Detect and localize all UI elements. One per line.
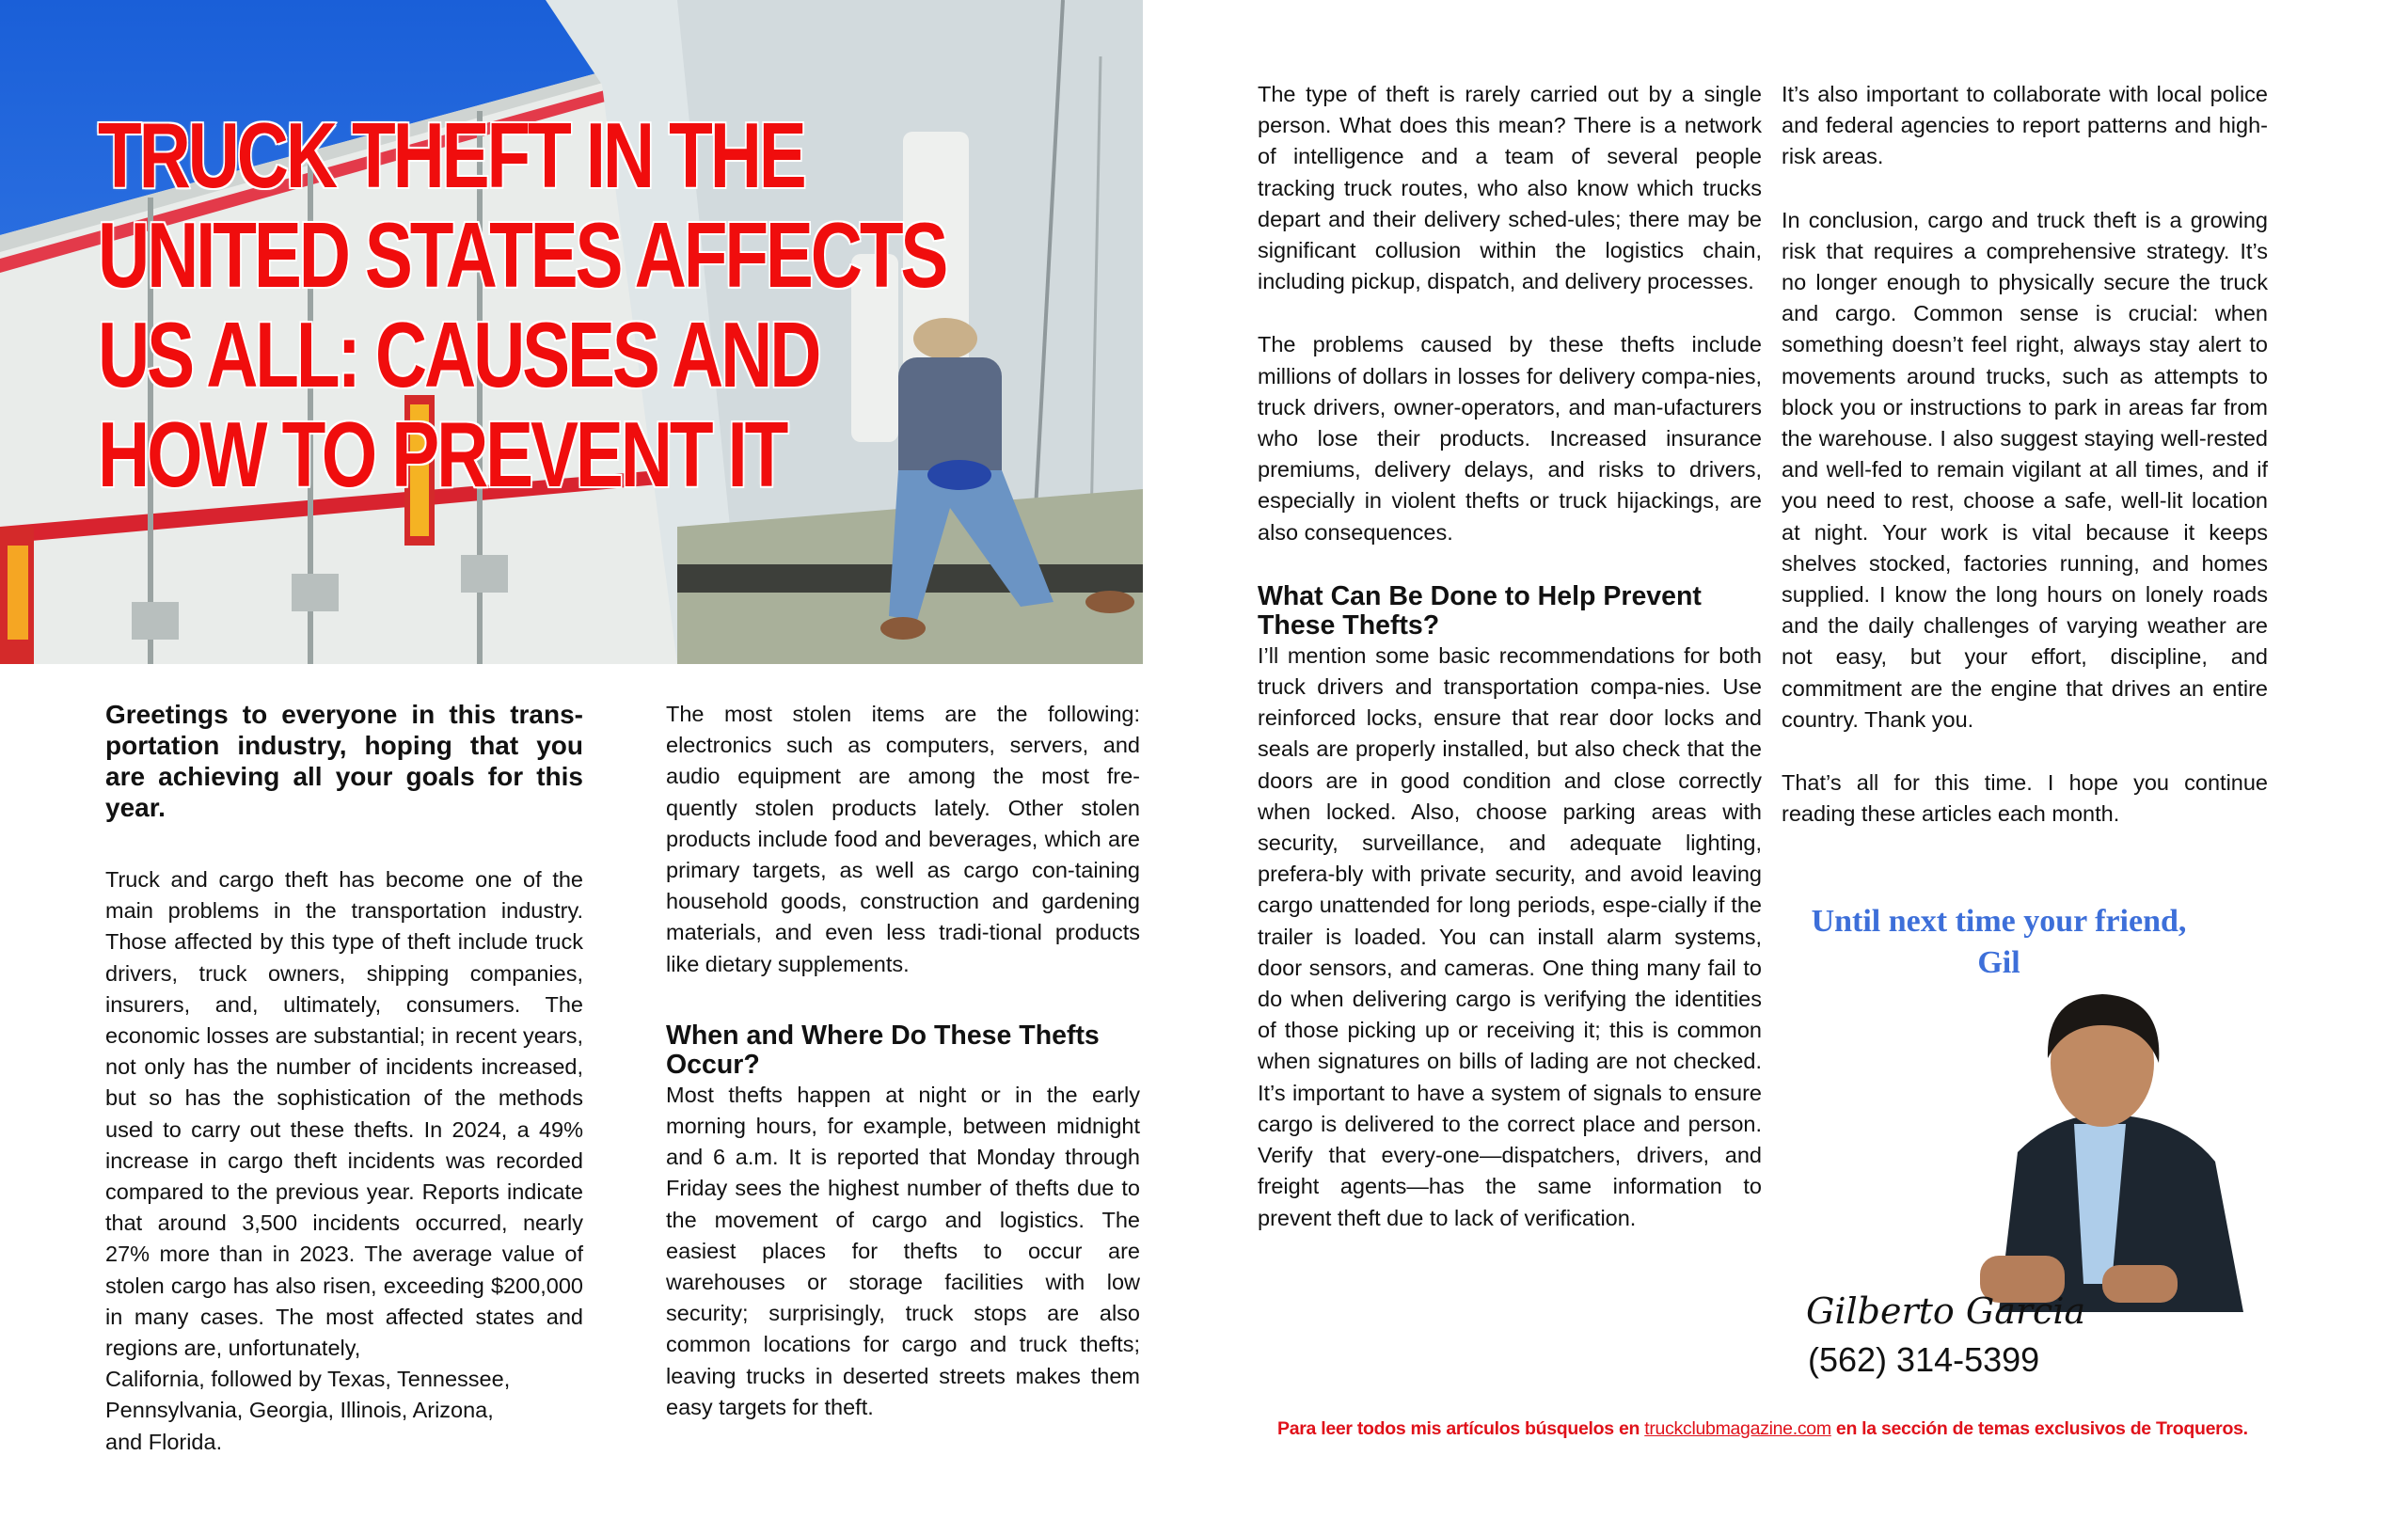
section-heading: When and Where Do These Thefts Occur? [666, 1020, 1100, 1080]
column-1 [105, 699, 583, 1458]
author-name: Gilberto Garcia [1806, 1290, 2086, 1332]
footer-text: en la sección de temas exclusivos de Troqueros. [1830, 1418, 2248, 1439]
paragraph: The most stolen items are the following: electronics such as computers, servers, and audio equipment are among the most fre-quently stolen products lately. Other stolen products include food and beverages, which are primary targets, as well as cargo con-taining household goods, construction and gardening materials, and even less tradi-tional products like dietary supplements. [666, 702, 1140, 976]
section-heading: What Can Be Done to Help Prevent These Thefts? [1258, 580, 1702, 641]
headline-line: TRUCK THEFT IN THE [98, 103, 804, 207]
column-3 [1258, 79, 1762, 1234]
paragraph-text: Truck and cargo theft has become one of the main problems in the transportation industry. Those affected by this type of theft include truck drivers, truck owners, shipping companies, insurers, and, ultimately, consumers. The economic losses are substantial; in recent years, not only has the number of incidents increased, but so has the sophistication of the methods used to carry out these thefts. In 2024, a 49% increase in cargo theft incidents was recorded compared to the previous year. Reports indicate that around 3,500 incidents occurred, nearly 27% more than in 2023. The average value of stolen cargo has also risen, exceeding $200,000 in many cases. The most affected states and regions are, unfortunately, [105, 867, 583, 1361]
intro-greeting: Greetings to everyone in this trans-portation industry, hoping that you are achieving all your goals for this year. [105, 700, 583, 822]
author-phone: (562) 314-5399 [1808, 1340, 2040, 1379]
footer-text: Para leer todos mis artículos búsquelos en [1277, 1418, 1645, 1439]
signature-greeting [1792, 901, 2206, 984]
footer-note [1277, 1418, 2248, 1440]
column-4 [1782, 79, 2268, 830]
headline-line: HOW TO PREVENT IT [98, 403, 786, 506]
paragraph [105, 864, 583, 1364]
headline-line: UNITED STATES AFFECTS [98, 203, 946, 307]
magazine-link[interactable]: truckclubmagazine.com [1644, 1418, 1831, 1439]
column-2 [666, 699, 1140, 1423]
article-headline [98, 105, 945, 504]
paragraph: It’s also important to collaborate with local police and federal agencies to report patterns and high-risk areas. [1782, 82, 2268, 169]
paragraph: That’s all for this time. I hope you continue reading these articles each month. [1782, 770, 2268, 827]
greeting-line: Until next time your friend, [1811, 904, 2187, 939]
paragraph-line: Pennsylvania, Georgia, Illinois, Arizona, [105, 1398, 494, 1423]
headline-line: US ALL: CAUSES AND [98, 303, 819, 406]
paragraph: In conclusion, cargo and truck theft is a growing risk that requires a comprehensive strategy. It’s no longer enough to physically secure the truck and cargo. Common sense is crucial: when something doesn’t feel right, always stay alert to movements around trucks, such as attempts to block you or instructions to park in areas far from the warehouse. I also suggest staying well-rested and well-fed to remain vigilant at all times, and if you need to rest, choose a safe, well-lit location at night. Your work is vital because it keeps shelves stocked, factories running, and homes supplied. I know the long hours on lonely roads and the daily challenges of varying weather are not easy, but your effort, discipline, and commitment are the engine that drives an entire country. Thank you. [1782, 207, 2268, 732]
paragraph: Most thefts happen at night or in the early morning hours, for example, between midnight and 6 a.m. It is reported that Monday through Friday sees the highest number of thefts due to the movement of cargo and logistics. The easiest places for thefts to occur are warehouses or storage facilities with low security; surprisingly, truck stops are also common locations for cargo and truck thefts; leaving trucks in deserted streets makes them easy targets for theft. [666, 1082, 1140, 1419]
paragraph-line: and Florida. [105, 1429, 223, 1454]
author-portrait-icon [1961, 973, 2253, 1312]
paragraph: The type of theft is rarely carried out by a single person. What does this mean? There is a network of intelligence and a team of several people tracking truck routes, who also know which trucks depart and their delivery sched-ules; there may be significant collusion within the logistics chain, including pickup, dispatch, and delivery processes. [1258, 82, 1762, 294]
paragraph: I’ll mention some basic recommendations for both truck drivers and transportation compa-nies. Use reinforced locks, ensure that rear door locks and seals are properly installed, but also check that the doors are in good condition and close correctly when locked. Also, choose parking areas with security, surveillance, and adequate lighting, prefera-bly with private security, and avoid leaving cargo unattended for long periods, espe-cially if the trailer is loaded. You can install alarm systems, door sensors, and cameras. One thing many fail to do when delivering cargo is verifying the identities of those picking up or receiving it; this is common when signatures on bills of lading are not checked. It’s important to have a system of signals to ensure cargo is delivered to the correct place and person. Verify that every-one—dispatchers, drivers, and freight agents—has the same information to prevent theft due to lack of verification. [1258, 642, 1762, 1230]
paragraph: The problems caused by these thefts include millions of dollars in losses for delivery compa-nies, truck drivers, owner-operators, and man-ufacturers who lose their products. Increased insurance premiums, delivery delays, and risks to drivers, especially in violent thefts or truck hijackings, are also consequences. [1258, 332, 1762, 545]
greeting-name: Gil [1977, 945, 2020, 980]
paragraph-line: California, followed by Texas, Tennessee, [105, 1367, 511, 1392]
